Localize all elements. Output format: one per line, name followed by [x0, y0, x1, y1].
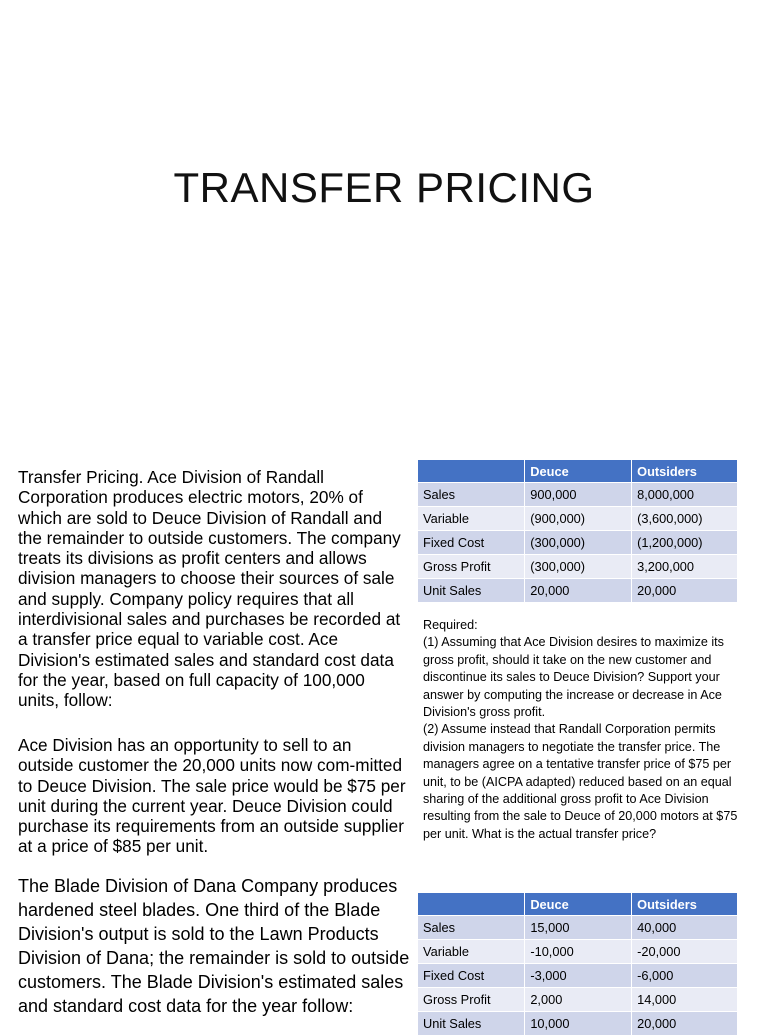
table-row — [418, 1012, 738, 1035]
table-header-cell: Deuce — [525, 460, 632, 483]
table-header-cell: Outsiders — [632, 460, 738, 483]
table-cell: (3,600,000) — [632, 507, 738, 531]
table-header-cell: Deuce — [525, 893, 632, 916]
table-cell: Variable — [418, 940, 525, 964]
table-row — [418, 988, 738, 1012]
table-header-row — [418, 460, 738, 483]
table-cell: 900,000 — [525, 483, 632, 507]
outside-customer-paragraph: Ace Division has an opportunity to sell to an outside customer the 20,000 units now com-mitted to Deuce Division. The sale price would be $75 per unit during the current year. Deuce Division could purchase its requirements from an outside supplier at a price of $85 per unit. — [18, 735, 410, 857]
table-cell: (300,000) — [525, 531, 632, 555]
table-cell: Gross Profit — [418, 555, 525, 579]
table-row — [418, 555, 738, 579]
required-heading: Required: — [423, 617, 743, 634]
table-cell: -10,000 — [525, 940, 632, 964]
table-cell: 20,000 — [525, 579, 632, 603]
table-cell: Gross Profit — [418, 988, 525, 1012]
table-cell: -3,000 — [525, 964, 632, 988]
table-header-cell — [418, 893, 525, 916]
required-questions — [423, 617, 743, 843]
table-cell: 8,000,000 — [632, 483, 738, 507]
table-cell: (300,000) — [525, 555, 632, 579]
table-cell: Fixed Cost — [418, 531, 525, 555]
table-header-row — [418, 893, 738, 916]
table-cell: 20,000 — [632, 1012, 738, 1035]
blade-division-paragraph: The Blade Division of Dana Company produces hardened steel blades. One third of the Blade Division's output is sold to the Lawn Products Division of Dana; the remainder is sold to outside customers. The Blade Division's estimated sales and standard cost data for the year follow: — [18, 874, 410, 1019]
table-cell: 14,000 — [632, 988, 738, 1012]
page-title: TRANSFER PRICING — [0, 164, 768, 212]
table-cell: Fixed Cost — [418, 964, 525, 988]
table-cell: Sales — [418, 483, 525, 507]
table-cell: 2,000 — [525, 988, 632, 1012]
table-cell: Sales — [418, 916, 525, 940]
table-cell: (1,200,000) — [632, 531, 738, 555]
table-row — [418, 531, 738, 555]
table-cell: -6,000 — [632, 964, 738, 988]
question-1: (1) Assuming that Ace Division desires to maximize its gross profit, should it take on the new customer and discontinue its sales to Deuce Division? Support your answer by computing the increase or decrease in Ace Division's gross profit. — [423, 634, 743, 721]
table-cell: 3,200,000 — [632, 555, 738, 579]
blade-division-cost-table — [418, 893, 738, 1035]
table-cell: (900,000) — [525, 507, 632, 531]
table-header-cell: Outsiders — [632, 893, 738, 916]
table-cell: 15,000 — [525, 916, 632, 940]
ace-division-paragraph: Transfer Pricing. Ace Division of Randall Corporation produces electric motors, 20% of which are sold to Deuce Division of Randall and the remainder to outside customers. The company treats its divisions as profit centers and allows division managers to choose their sources of sale and supply. Company policy requires that all interdivisional sales and purchases be recorded at a transfer price equal to variable cost. Ace Division's estimated sales and standard cost data for the year, based on full capacity of 100,000 units, follow: — [18, 467, 410, 711]
table-cell: -20,000 — [632, 940, 738, 964]
table-row — [418, 579, 738, 603]
table-row — [418, 940, 738, 964]
table-row — [418, 964, 738, 988]
table-cell: Unit Sales — [418, 1012, 525, 1035]
table-cell: Variable — [418, 507, 525, 531]
table-row — [418, 483, 738, 507]
ace-division-cost-table — [418, 460, 738, 602]
table-row — [418, 507, 738, 531]
table-cell: 20,000 — [632, 579, 738, 603]
table-row — [418, 916, 738, 940]
table-header-cell — [418, 460, 525, 483]
question-2: (2) Assume instead that Randall Corporation permits division managers to negotiate the transfer price. The managers agree on a tentative transfer price of $75 per unit, to be (AICPA adapted) reduced based on an equal sharing of the additional gross profit to Ace Division resulting from the sale to Deuce of 20,000 motors at $75 per unit. What is the actual transfer price? — [423, 721, 743, 843]
table-cell: 40,000 — [632, 916, 738, 940]
table-cell: Unit Sales — [418, 579, 525, 603]
table-cell: 10,000 — [525, 1012, 632, 1035]
